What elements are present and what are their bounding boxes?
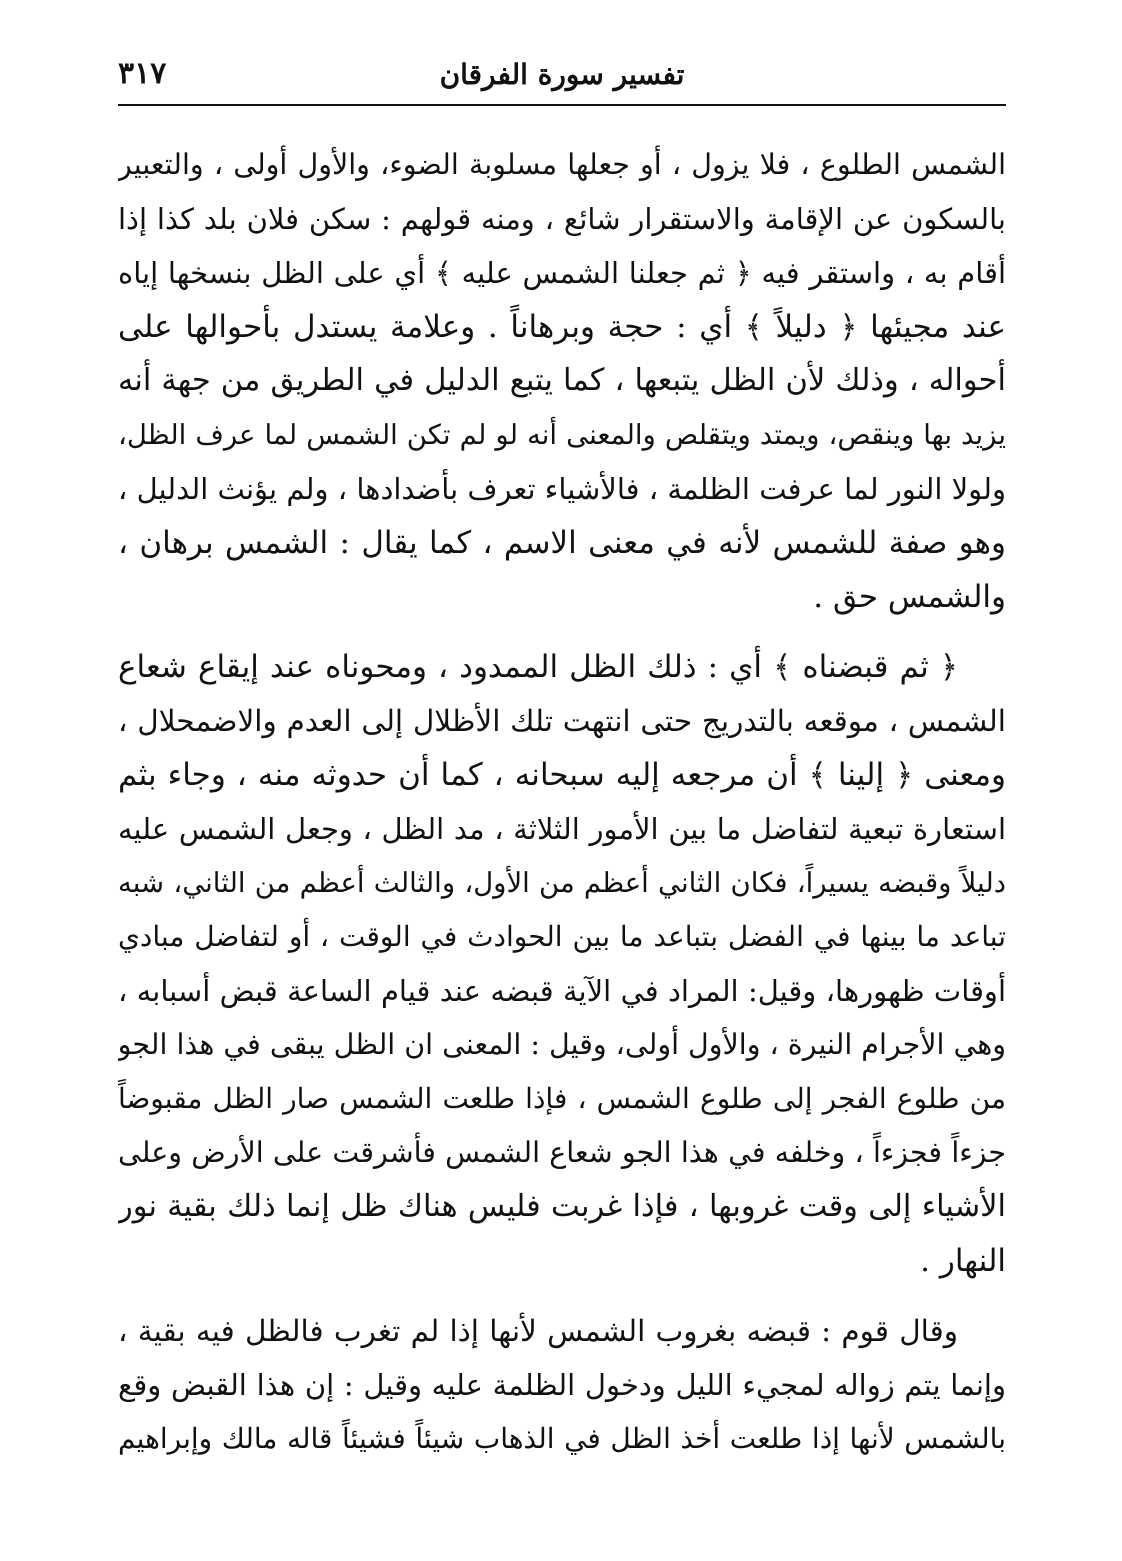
text-line: الشمس ، موقعه بالتدريج حتى انتهت تلك الأظلال إلى العدم والاضمحلال ، [118,704,1006,738]
text-line: أوقات ظهورها، وقيل: المراد في الآية قبضه عند قيام الساعة قبض أسبابه ، [118,974,1006,1008]
text-line: تباعد ما بينها في الفضل بتباعد ما بين الحوادث في الوقت ، أو لتفاضل مبادي [118,920,1006,953]
text-line: ﴿ ثم قبضناه ﴾ أي : ذلك الظل الممدود ، ومحوناه عند إيقاع شعاع [118,649,958,685]
text-line: جزءاً فجزءاً ، وخلفه في هذا الجو شعاع الشمس فأشرقت على الأرض وعلى [118,1136,1006,1169]
text-line: بالسكون عن الإقامة والاستقرار شائع ، ومنه قولهم : سكن فلان بلد كذا إذا [118,202,1006,236]
text-line: استعارة تبعية لتفاضل ما بين الأمور الثلاثة ، مد الظل ، وجعل الشمس عليه [118,812,1006,846]
text-line: دليلاً وقبضه يسيراً، فكان الثاني أعظم من الأول، والثالث أعظم من الثاني، شبه [118,867,1006,899]
text-line: ومعنى ﴿ إلينا ﴾ أن مرجعه إليه سبحانه ، كما أن حدوثه منه ، وجاء بثم [118,757,1006,793]
text-line: وهي الأجرام النيرة ، والأول أولى، وقيل : المعنى ان الظل يبقى في هذا الجو [118,1028,1006,1061]
paragraph-gap [118,1288,1006,1304]
text-line: أحواله ، وذلك لأن الظل يتبعها ، كما يتبع الدليل في الطريق من جهة أنه [118,363,1006,398]
text-line: من طلوع الفجر إلى طلوع الشمس ، فإذا طلعت الشمس صار الظل مقبوضاً [118,1082,1006,1115]
text-line: وقال قوم : قبضه بغروب الشمس لأنها إذا لم تغرب فالظل فيه بقية ، [118,1314,958,1348]
text-line: وإنما يتم زواله لمجيء الليل ودخول الظلمة عليه وقيل : إن هذا القبض وقع [118,1368,1006,1402]
header-title: تفسير سورة الفرقان [439,58,685,91]
page-number: ٣١٧ [118,56,167,91]
paragraph [118,1304,1006,1466]
text-line: الأشياء إلى وقت غروبها ، فإذا غربت فليس هناك ظل إنما ذلك بقية نور [118,1189,1006,1224]
paragraph [118,138,1006,624]
text-line: النهار . [920,1243,1006,1279]
body-text [118,138,1006,1466]
text-line: وهو صفة للشمس لأنه في معنى الاسم ، كما يقال : الشمس برهان ، [118,525,1006,561]
header-divider [118,104,1006,106]
text-line: يزيد بها وينقص، ويمتد ويتقلص والمعنى أنه لو لم تكن الشمس لما عرف الظل، [118,419,1006,451]
paragraph [118,640,1006,1288]
text-line: ولولا النور لما عرفت الظلمة ، فالأشياء تعرف بأضدادها ، ولم يؤنث الدليل ، [118,472,1006,506]
text-line: الشمس الطلوع ، فلا يزول ، أو جعلها مسلوبة الضوء، والأول أولى ، والتعبير [118,148,1006,181]
paragraph-gap [118,624,1006,640]
text-line: عند مجيئها ﴿ دليلاً ﴾ أي : حجة وبرهاناً . وعلامة يستدل بأحوالها على [118,309,1006,345]
text-line: أقام به ، واستقر فيه ﴿ ثم جعلنا الشمس عليه ﴾ أي على الظل بنسخها إياه [118,256,1006,290]
text-line: بالشمس لأنها إذا طلعت أخذ الظل في الذهاب شيئاً فشيئاً قاله مالك وإبراهيم [118,1422,1006,1455]
running-header [118,52,1006,96]
text-line: والشمس حق . [813,579,1006,615]
